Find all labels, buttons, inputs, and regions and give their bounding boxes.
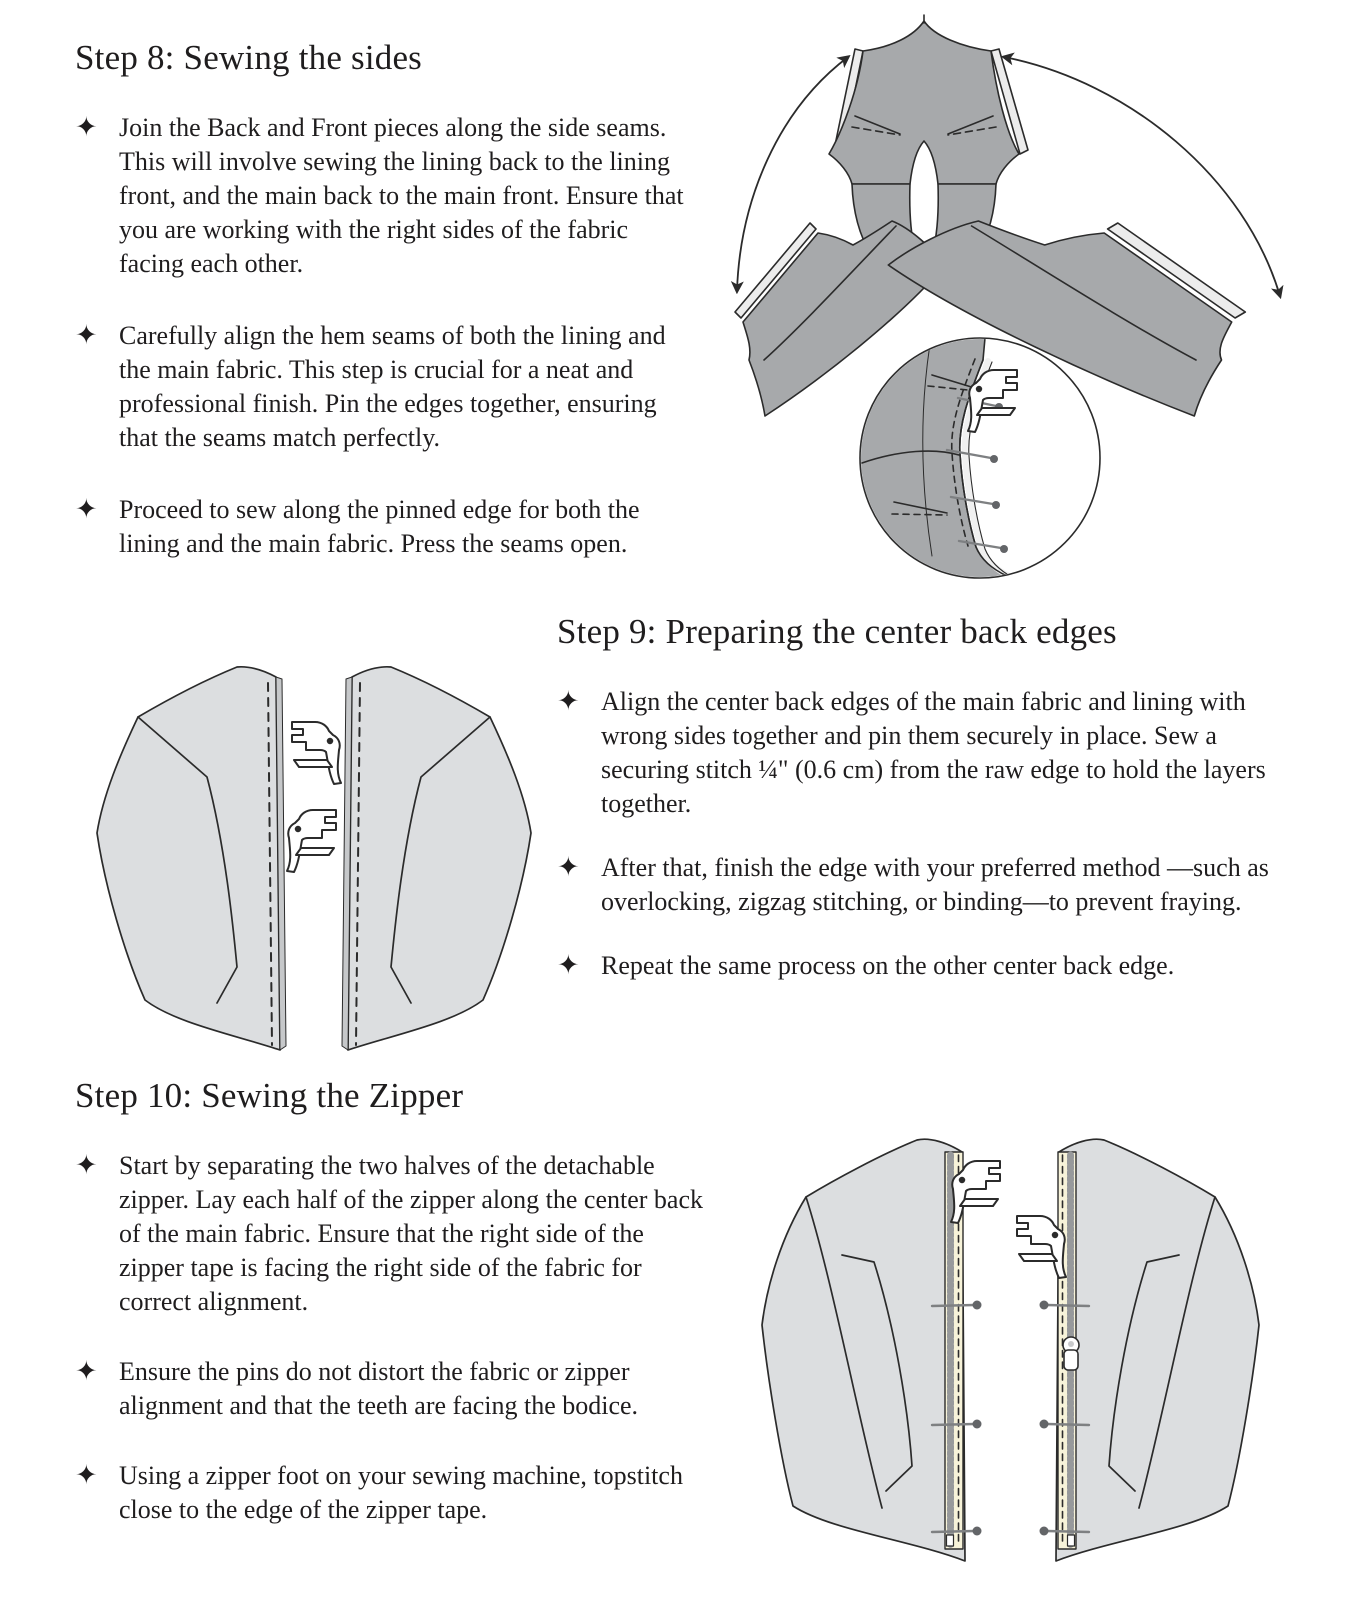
bodice-back-half <box>97 667 286 1050</box>
bullet-item <box>557 851 1305 919</box>
bullet-item <box>75 1149 709 1319</box>
bullet-text: Start by separating the two halves of the detachable zipper. Lay each half of the zipper along the center back of the main fabric. Ensure that the right side of the zipper tape is facing the right side of the fabric for correct alignment. <box>119 1151 703 1316</box>
bullet-item <box>75 1459 709 1527</box>
bodice-fabric <box>762 1139 965 1561</box>
section-step-8 <box>75 38 699 599</box>
star-bullet-icon: ✦ <box>75 320 98 351</box>
step9-heading: Step 9: Preparing the center back edges <box>557 612 1117 651</box>
bullet-text: Align the center back edges of the main fabric and lining with wrong sides together and pin them securely in place. Sew a securing stitch ¼" (0.6 cm) from the raw edge to hold the layers together. <box>601 687 1266 818</box>
bullet-item <box>75 493 699 561</box>
zipper-bottom-stop <box>947 1535 954 1546</box>
star-bullet-icon: ✦ <box>75 112 98 143</box>
step8-heading: Step 8: Sewing the sides <box>75 38 423 77</box>
bodice-back-half-mirrored <box>342 667 531 1050</box>
hook-clasp-upper <box>292 722 341 784</box>
back-piece <box>829 21 1019 184</box>
bullet-text: Using a zipper foot on your sewing machine, topstitch close to the edge of the zipper tape. <box>119 1461 683 1524</box>
bullet-item <box>557 949 1305 983</box>
figure-center-back-edges <box>75 625 535 1065</box>
bullet-text: After that, finish the edge with your preferred method —such as overlocking, zigzag stitching, or binding—to prevent fraying. <box>601 853 1269 916</box>
star-bullet-icon: ✦ <box>75 1460 98 1491</box>
bodice-fabric <box>97 667 280 1050</box>
section-step-10 <box>75 1076 709 1563</box>
bullet-item <box>557 685 1305 821</box>
star-bullet-icon: ✦ <box>75 494 98 525</box>
figure-sewing-sides <box>700 8 1330 583</box>
figure-sewing-zipper <box>710 1088 1310 1608</box>
hook-clasp-lower <box>287 810 336 872</box>
bullet-item <box>75 1355 709 1423</box>
bullet-item <box>75 111 699 281</box>
star-bullet-icon: ✦ <box>75 1356 98 1387</box>
bullet-text: Repeat the same process on the other center back edge. <box>601 951 1175 980</box>
zipper-pull <box>1063 1337 1079 1370</box>
star-bullet-icon: ✦ <box>557 686 580 717</box>
bullet-text: Carefully align the hem seams of both the lining and the main fabric. This step is crucial for a neat and professional finish. Pin the edges together, ensuring that the seams match perfectly. <box>119 321 666 452</box>
step10-heading: Step 10: Sewing the Zipper <box>75 1076 464 1115</box>
bullet-text: Proceed to sew along the pinned edge for both the lining and the main fabric. Press the seams open. <box>119 495 640 558</box>
star-bullet-icon: ✦ <box>557 950 580 981</box>
bodice-half-with-zipper <box>762 1139 982 1561</box>
star-bullet-icon: ✦ <box>75 1150 98 1181</box>
star-bullet-icon: ✦ <box>557 852 580 883</box>
bullet-item <box>75 319 699 455</box>
bullet-text: Join the Back and Front pieces along the side seams. This will involve sewing the lining back to the lining front, and the main back to the main front. Ensure that you are working with the right sides of the fabric facing each other. <box>119 113 684 278</box>
bullet-text: Ensure the pins do not distort the fabric or zipper alignment and that the teeth are facing the bodice. <box>119 1357 639 1420</box>
section-step-9 <box>557 612 1305 1013</box>
